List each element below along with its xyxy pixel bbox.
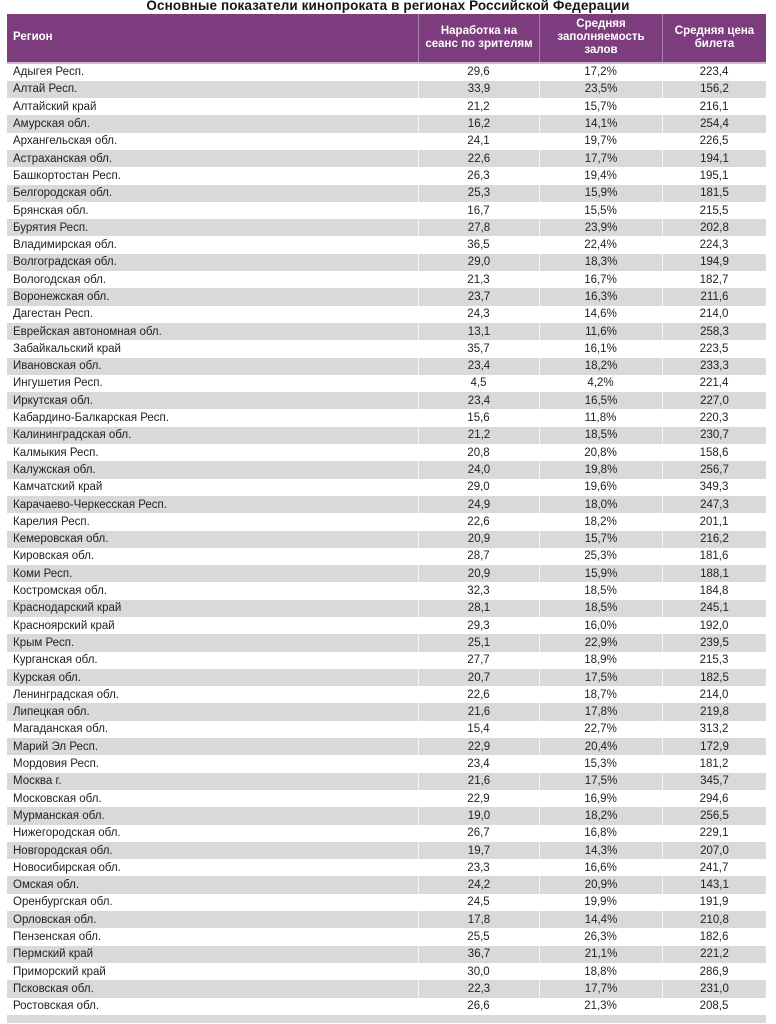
- cell-region: Камчатский край: [13, 481, 103, 494]
- table-row: [7, 427, 766, 444]
- cell-occupancy: 17,7%: [539, 150, 662, 167]
- cell-region: Калужская обл.: [13, 463, 96, 476]
- cell-ticket-price: 194,1: [662, 150, 766, 167]
- table-row: [7, 288, 766, 305]
- cell-ticket-price: 208,5: [699, 1000, 729, 1013]
- cell-per-session: 16,7: [467, 204, 490, 217]
- cell-ticket-price: 224,3: [699, 239, 729, 252]
- cell-occupancy: 14,1%: [539, 115, 662, 132]
- cell-region: Кабардино-Балкарская Респ.: [13, 412, 169, 425]
- cell-occupancy: 16,1%: [584, 342, 617, 355]
- cell-per-session: 25,5: [467, 930, 490, 943]
- cell-per-session: 23,3: [467, 861, 490, 874]
- cell-occupancy: 15,7%: [539, 531, 662, 548]
- cell-region: Красноярский край: [13, 619, 115, 632]
- cell-per-session: 20,8: [467, 446, 490, 459]
- cell-occupancy: 18,5%: [584, 585, 617, 598]
- cell-occupancy: 19,6%: [584, 481, 617, 494]
- table-row: [7, 461, 766, 478]
- cell-region: Омская обл.: [13, 879, 80, 892]
- cell-occupancy: 23,5%: [539, 81, 662, 98]
- cell-region: Бурятия Респ.: [13, 221, 89, 234]
- cell-ticket-price: 233,3: [662, 358, 766, 375]
- table-row: [7, 375, 766, 392]
- column-header-ticket-price: Средняя цена билета: [662, 14, 766, 62]
- cell-occupancy: 15,3%: [584, 758, 617, 771]
- cell-per-session: 35,7: [467, 342, 490, 355]
- cell-region: Краснодарский край: [13, 602, 122, 615]
- cell-per-session: 15,6: [467, 412, 490, 425]
- cell-occupancy: 18,5%: [539, 600, 662, 617]
- cell-ticket-price: 226,5: [699, 135, 729, 148]
- cell-region: Марий Эл Респ.: [13, 740, 99, 753]
- cell-per-session: 29,0: [418, 254, 539, 271]
- cell-occupancy: 18,0%: [539, 496, 662, 513]
- cell-per-session: 17,8: [418, 911, 539, 928]
- cell-occupancy: 18,3%: [539, 254, 662, 271]
- cell-ticket-price: 188,1: [662, 565, 766, 582]
- table-row: [7, 859, 766, 876]
- page-title: Основные показатели кинопроката в регионах Российской Федерации: [146, 0, 630, 13]
- table-row: [7, 600, 766, 617]
- cell-occupancy: 11,6%: [539, 323, 662, 340]
- cell-occupancy: 18,9%: [584, 654, 617, 667]
- cell-per-session: 29,6: [467, 66, 490, 79]
- cell-ticket-price: 191,9: [699, 896, 729, 909]
- cell-per-session: 30,0: [467, 965, 490, 978]
- cell-region: Новгородская обл.: [13, 844, 113, 857]
- cell-region: Оренбургская обл.: [13, 896, 113, 909]
- cell-occupancy: 17,7%: [539, 980, 662, 997]
- column-header-per-session: Наработка на сеанс по зрителям: [418, 14, 539, 62]
- cell-ticket-price: 214,0: [699, 308, 729, 321]
- cell-per-session: 20,9: [418, 565, 539, 582]
- cell-region: Магаданская обл.: [13, 723, 109, 736]
- cell-ticket-price: 215,3: [699, 654, 729, 667]
- table-row: [7, 548, 766, 565]
- cell-occupancy: 17,8%: [539, 703, 662, 720]
- cell-region: Алтайский край: [13, 100, 97, 113]
- cell-ticket-price: 241,7: [699, 861, 729, 874]
- cell-region: Воронежская обл.: [13, 291, 110, 303]
- cell-ticket-price: 143,1: [662, 876, 766, 893]
- cell-region: Забайкальский край: [13, 342, 121, 355]
- cell-region: Орловская обл.: [13, 913, 97, 926]
- table-row: [7, 738, 766, 755]
- cell-ticket-price: 229,1: [699, 827, 729, 840]
- table-row: [7, 565, 766, 582]
- table-row: [7, 340, 766, 357]
- cell-occupancy: 26,3%: [584, 930, 617, 943]
- cell-region: Мурманская обл.: [13, 809, 105, 822]
- cell-per-session: 24,0: [418, 461, 539, 478]
- cell-per-session: 25,1: [418, 634, 539, 651]
- table-row: [7, 64, 766, 81]
- table-body: [7, 64, 766, 1015]
- cell-occupancy: 18,7%: [584, 688, 617, 701]
- cell-region: Крым Респ.: [13, 636, 75, 649]
- cell-per-session: 27,7: [467, 654, 490, 667]
- cell-per-session: 22,9: [418, 738, 539, 755]
- cell-ticket-price: 195,1: [699, 169, 729, 182]
- cell-region: Курская обл.: [13, 671, 81, 684]
- cell-per-session: 4,5: [470, 377, 487, 390]
- cell-per-session: 21,6: [418, 773, 539, 790]
- cell-ticket-price: 156,2: [662, 81, 766, 98]
- cell-region: Башкортостан Респ.: [13, 169, 121, 182]
- cell-ticket-price: 211,6: [662, 288, 766, 305]
- cell-region: Приморский край: [13, 965, 106, 978]
- cell-occupancy: 20,4%: [539, 738, 662, 755]
- cell-per-session: 27,8: [418, 219, 539, 236]
- cell-ticket-price: 181,6: [699, 550, 729, 563]
- cell-per-session: 22,3: [418, 980, 539, 997]
- table-row: [7, 323, 766, 340]
- table-row: [7, 876, 766, 893]
- table-row: [7, 825, 766, 842]
- cell-occupancy: 19,8%: [539, 461, 662, 478]
- cell-ticket-price: 258,3: [662, 323, 766, 340]
- cell-per-session: 13,1: [418, 323, 539, 340]
- table-row: [7, 513, 766, 530]
- cell-occupancy: 16,3%: [539, 288, 662, 305]
- cell-occupancy: 23,9%: [539, 219, 662, 236]
- cell-per-session: 26,6: [467, 1000, 490, 1013]
- table-row: [7, 115, 766, 132]
- cell-occupancy: 18,5%: [539, 427, 662, 444]
- cell-ticket-price: 201,1: [699, 515, 729, 528]
- cell-occupancy: 11,8%: [584, 412, 617, 425]
- cell-per-session: 21,3: [467, 273, 490, 286]
- cell-occupancy: 14,3%: [539, 842, 662, 859]
- cell-per-session: 22,9: [467, 792, 490, 805]
- cell-ticket-price: 182,6: [699, 930, 729, 943]
- table-row: [7, 686, 766, 703]
- table-row: [7, 202, 766, 219]
- cell-ticket-price: 227,0: [662, 392, 766, 409]
- cell-per-session: 22,6: [467, 688, 490, 701]
- cell-occupancy: 15,7%: [584, 100, 617, 113]
- cell-ticket-price: 221,2: [662, 946, 766, 963]
- cell-region: Владимирская обл.: [13, 239, 117, 252]
- cell-ticket-price: 256,5: [662, 807, 766, 824]
- cell-ticket-price: 230,7: [662, 427, 766, 444]
- cell-per-session: 36,7: [418, 946, 539, 963]
- cell-occupancy: 15,9%: [539, 565, 662, 582]
- cell-per-session: 23,7: [418, 288, 539, 305]
- table-row-partial: [7, 1015, 766, 1024]
- cell-per-session: 33,9: [418, 81, 539, 98]
- cell-per-session: 23,4: [418, 358, 539, 375]
- cell-per-session: 26,3: [467, 169, 490, 182]
- cell-ticket-price: 215,5: [699, 204, 729, 217]
- table-row: [7, 358, 766, 375]
- cell-per-session: 22,6: [418, 150, 539, 167]
- table-row: [7, 444, 766, 461]
- table-row: [7, 946, 766, 963]
- cell-occupancy: 16,9%: [584, 792, 617, 805]
- cell-occupancy: 18,8%: [584, 965, 617, 978]
- cell-per-session: 24,3: [467, 308, 490, 321]
- cell-ticket-price: 202,8: [662, 219, 766, 236]
- table-row: [7, 652, 766, 669]
- cell-region: Нижегородская обл.: [13, 827, 121, 840]
- cell-occupancy: 14,4%: [539, 911, 662, 928]
- cell-per-session: 24,1: [467, 135, 490, 148]
- cell-ticket-price: 239,5: [662, 634, 766, 651]
- table-row: [7, 807, 766, 824]
- cell-region: Дагестан Респ.: [13, 308, 94, 321]
- cell-per-session: 20,7: [418, 669, 539, 686]
- table-row: [7, 894, 766, 911]
- cell-ticket-price: 172,9: [662, 738, 766, 755]
- cell-occupancy: 16,6%: [584, 861, 617, 874]
- table-row: [7, 306, 766, 323]
- cell-region: Еврейская автономная обл.: [13, 325, 162, 338]
- cell-occupancy: 18,2%: [539, 358, 662, 375]
- cell-region: Брянская обл.: [13, 204, 89, 217]
- cell-per-session: 22,6: [467, 515, 490, 528]
- cell-ticket-price: 219,8: [662, 703, 766, 720]
- table-row: [7, 998, 766, 1015]
- cell-per-session: 23,4: [467, 758, 490, 771]
- cell-region: Липецкая обл.: [13, 706, 90, 719]
- cell-ticket-price: 221,4: [699, 377, 729, 390]
- cell-region: Костромская обл.: [13, 585, 108, 598]
- cell-per-session: 21,6: [418, 703, 539, 720]
- table-row: [7, 980, 766, 997]
- cell-occupancy: 18,2%: [584, 515, 617, 528]
- cell-region: Калмыкия Респ.: [13, 446, 99, 459]
- table-row: [7, 963, 766, 980]
- cell-per-session: 32,3: [467, 585, 490, 598]
- cell-region: Иркутская обл.: [13, 394, 93, 407]
- table-row: [7, 271, 766, 288]
- cell-ticket-price: 214,0: [699, 688, 729, 701]
- cell-ticket-price: 345,7: [662, 773, 766, 790]
- cell-per-session: 29,3: [467, 619, 490, 632]
- table-row: [7, 773, 766, 790]
- cell-region: Коми Респ.: [13, 567, 73, 580]
- cell-occupancy: 19,7%: [584, 135, 617, 148]
- cell-region: Вологодская обл.: [13, 273, 107, 286]
- table-row: [7, 98, 766, 115]
- cell-occupancy: 22,4%: [584, 239, 617, 252]
- cell-occupancy: 15,5%: [584, 204, 617, 217]
- cell-ticket-price: 231,0: [662, 980, 766, 997]
- cell-ticket-price: 223,5: [699, 342, 729, 355]
- cell-per-session: 23,4: [418, 392, 539, 409]
- cell-ticket-price: 182,7: [699, 273, 729, 286]
- table-row: [7, 617, 766, 634]
- table-row: [7, 721, 766, 738]
- table-row: [7, 219, 766, 236]
- cell-region: Курганская обл.: [13, 654, 98, 667]
- cell-ticket-price: 313,2: [699, 723, 729, 736]
- table-row: [7, 531, 766, 548]
- cell-occupancy: 17,2%: [584, 66, 617, 79]
- cell-region: Алтай Респ.: [13, 83, 78, 96]
- table-row: [7, 496, 766, 513]
- cell-region: Пензенская обл.: [13, 930, 102, 943]
- cell-occupancy: 4,2%: [587, 377, 614, 390]
- table-row: [7, 392, 766, 409]
- cell-region: Кемеровская обл.: [13, 533, 109, 546]
- cell-region: Волгоградская обл.: [13, 256, 117, 269]
- cell-ticket-price: 210,8: [662, 911, 766, 928]
- cell-region: Ивановская обл.: [13, 360, 102, 373]
- cell-per-session: 15,4: [467, 723, 490, 736]
- cell-region: Астраханская обл.: [13, 152, 113, 165]
- cell-occupancy: 22,7%: [584, 723, 617, 736]
- cell-per-session: 28,7: [467, 550, 490, 563]
- table-row: [7, 167, 766, 184]
- table-row: [7, 790, 766, 807]
- cell-region: Карелия Респ.: [13, 515, 90, 528]
- cell-occupancy: 21,3%: [584, 1000, 617, 1013]
- cell-ticket-price: 181,2: [699, 758, 729, 771]
- cell-region: Кировская обл.: [13, 550, 95, 563]
- cell-occupancy: 17,5%: [539, 669, 662, 686]
- cell-ticket-price: 184,8: [699, 585, 729, 598]
- cell-occupancy: 22,9%: [539, 634, 662, 651]
- cell-occupancy: 25,3%: [584, 550, 617, 563]
- cell-per-session: 28,1: [418, 600, 539, 617]
- cell-occupancy: 16,8%: [584, 827, 617, 840]
- cell-per-session: 16,2: [418, 115, 539, 132]
- cell-occupancy: 20,9%: [539, 876, 662, 893]
- cell-occupancy: 15,9%: [539, 185, 662, 202]
- cell-ticket-price: 223,4: [699, 66, 729, 79]
- cell-region: Адыгея Респ.: [13, 66, 85, 79]
- cell-per-session: 29,0: [467, 481, 490, 494]
- cell-occupancy: 18,2%: [539, 807, 662, 824]
- table-row: [7, 254, 766, 271]
- table-row: [7, 582, 766, 599]
- cell-region: Пермский край: [13, 948, 94, 961]
- cell-ticket-price: 245,1: [662, 600, 766, 617]
- cell-region: Архангельская обл.: [13, 135, 118, 148]
- cell-ticket-price: 294,6: [699, 792, 729, 805]
- cell-ticket-price: 349,3: [699, 481, 729, 494]
- cell-ticket-price: 216,2: [662, 531, 766, 548]
- cell-region: Ленинградская обл.: [13, 688, 119, 701]
- table-row: [7, 409, 766, 426]
- table-row: [7, 81, 766, 98]
- cell-region: Амурская обл.: [13, 118, 90, 131]
- column-header-occupancy: Средняя заполняемость залов: [539, 14, 662, 62]
- table-row: [7, 133, 766, 150]
- table-row: [7, 634, 766, 651]
- cell-per-session: 24,9: [418, 496, 539, 513]
- table-row: [7, 236, 766, 253]
- table-row: [7, 703, 766, 720]
- cell-per-session: 25,3: [418, 185, 539, 202]
- cell-ticket-price: 181,5: [662, 185, 766, 202]
- cell-occupancy: 19,9%: [584, 896, 617, 909]
- cell-per-session: 20,9: [418, 531, 539, 548]
- cell-per-session: 21,2: [418, 427, 539, 444]
- cell-occupancy: 14,6%: [584, 308, 617, 321]
- cell-per-session: 36,5: [467, 239, 490, 252]
- table-header-row: [7, 14, 766, 64]
- cell-per-session: 19,7: [418, 842, 539, 859]
- cell-occupancy: 20,8%: [584, 446, 617, 459]
- cell-ticket-price: 256,7: [662, 461, 766, 478]
- cell-ticket-price: 286,9: [699, 965, 729, 978]
- cell-region: Новосибирская обл.: [13, 861, 121, 874]
- cell-region: Московская обл.: [13, 792, 102, 805]
- cell-occupancy: 17,5%: [539, 773, 662, 790]
- table-row: [7, 150, 766, 167]
- cell-per-session: 26,7: [467, 827, 490, 840]
- table-row: [7, 755, 766, 772]
- table-row: [7, 479, 766, 496]
- cell-ticket-price: 182,5: [662, 669, 766, 686]
- cell-region: Белгородская обл.: [13, 187, 113, 200]
- cell-region: Мордовия Респ.: [13, 758, 100, 771]
- cell-occupancy: 19,4%: [584, 169, 617, 182]
- table-row: [7, 928, 766, 945]
- column-header-region: Регион: [13, 31, 53, 43]
- table-row: [7, 911, 766, 928]
- cinema-stats-table: [7, 14, 766, 1024]
- cell-region: Псковская обл.: [13, 982, 94, 995]
- cell-per-session: 24,2: [418, 876, 539, 893]
- table-row: [7, 185, 766, 202]
- cell-occupancy: 16,7%: [584, 273, 617, 286]
- cell-per-session: 24,5: [467, 896, 490, 909]
- cell-region: Ингушетия Респ.: [13, 377, 103, 390]
- cell-occupancy: 16,0%: [584, 619, 617, 632]
- cell-ticket-price: 254,4: [662, 115, 766, 132]
- cell-ticket-price: 216,1: [699, 100, 729, 113]
- cell-occupancy: 21,1%: [539, 946, 662, 963]
- table-row: [7, 842, 766, 859]
- cell-ticket-price: 207,0: [662, 842, 766, 859]
- cell-ticket-price: 220,3: [699, 412, 729, 425]
- cell-ticket-price: 192,0: [699, 619, 729, 632]
- cell-region: Карачаево-Черкесская Респ.: [13, 498, 167, 511]
- cell-occupancy: 16,5%: [539, 392, 662, 409]
- cell-per-session: 21,2: [467, 100, 490, 113]
- cell-per-session: 19,0: [418, 807, 539, 824]
- table-row: [7, 669, 766, 686]
- cell-region: Калининградская обл.: [13, 429, 132, 442]
- cell-region: Москва г.: [13, 775, 62, 788]
- cell-ticket-price: 158,6: [699, 446, 729, 459]
- cell-ticket-price: 194,9: [662, 254, 766, 271]
- cell-ticket-price: 247,3: [662, 496, 766, 513]
- cell-region: Ростовская обл.: [13, 1000, 100, 1013]
